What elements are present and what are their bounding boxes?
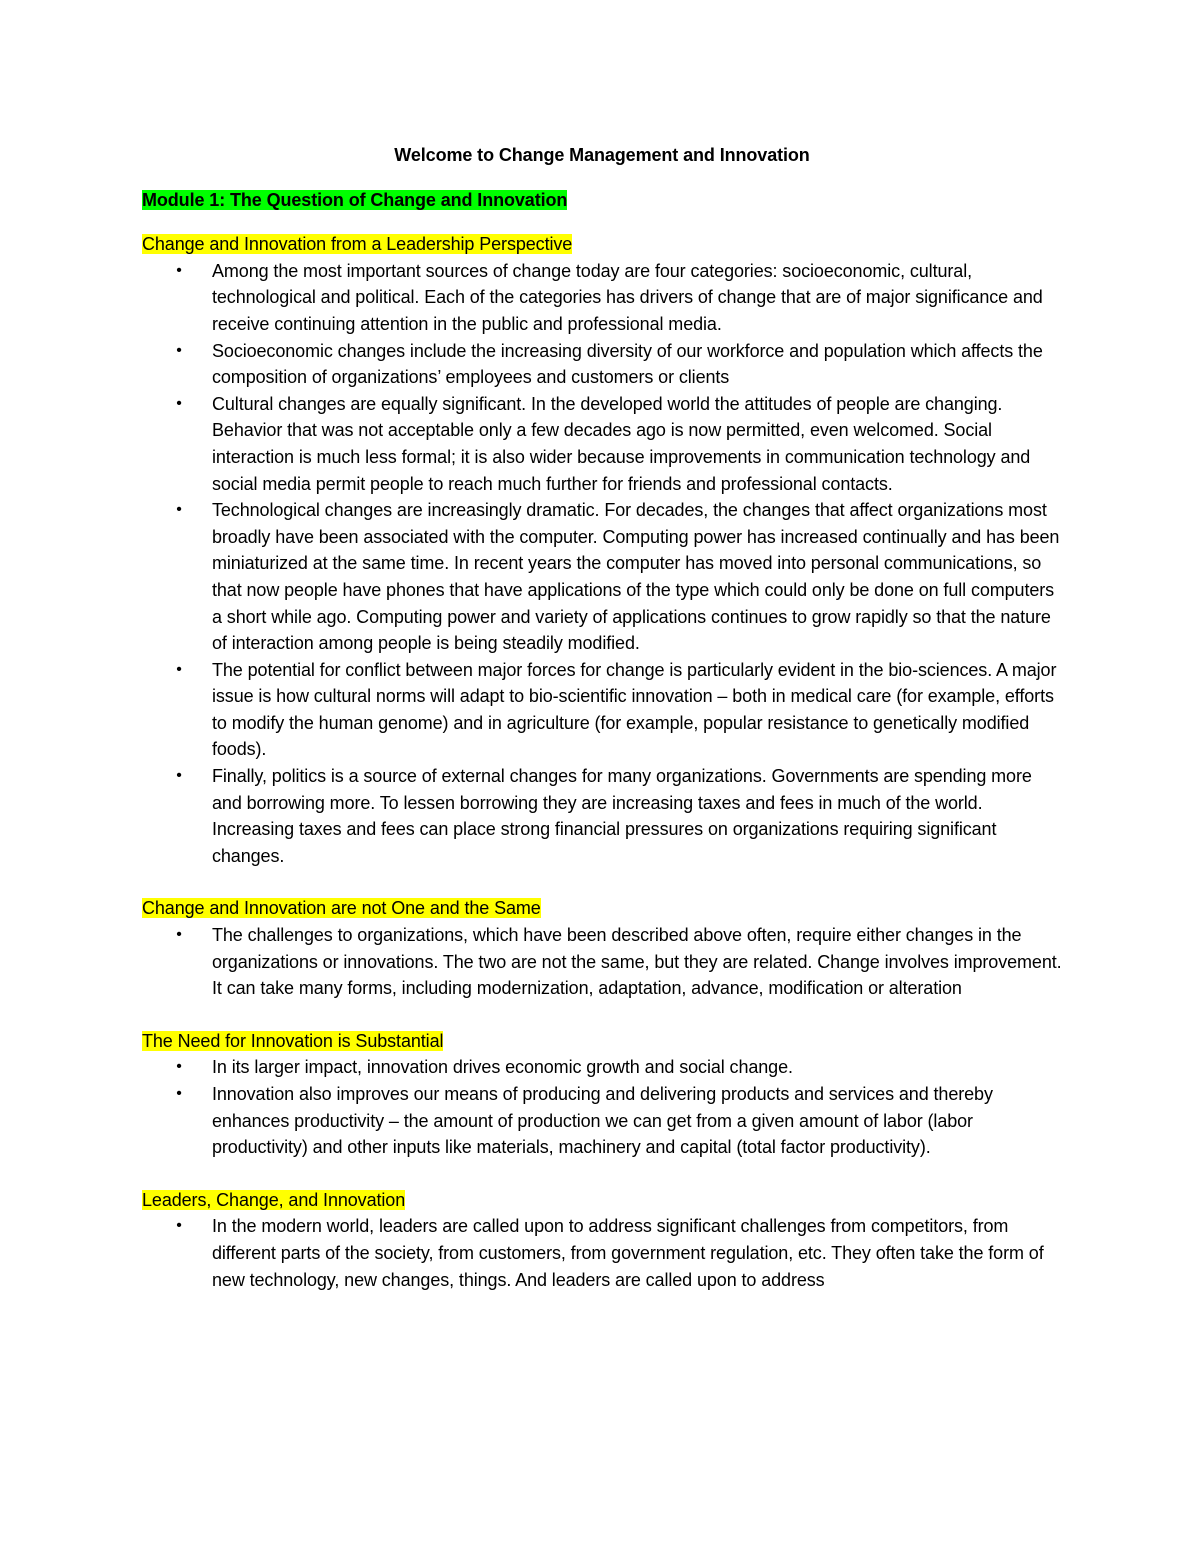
list-item-text: The potential for conflict between major forces for change is particularly evident in the bio-sciences. A major issue is how cultural norms will adapt to bio-scientific innovation – both in medical care (for example, efforts to modify the human genome) and in agriculture (for example, popular resistance to genetically modified foods).	[212, 659, 1057, 760]
list-item-text: Finally, politics is a source of external changes for many organizations. Governments are spending more and borrowing more. To lessen borrowing they are increasing taxes and fees in much of the world. Increasing taxes and fees can place strong financial pressures on organizations requiring significant changes.	[212, 766, 1032, 866]
bullet-list	[142, 1213, 1062, 1293]
section-heading	[142, 231, 1062, 258]
list-item	[142, 657, 1062, 763]
bullet-icon: •	[176, 1085, 182, 1102]
section-heading-text: Change and Innovation from a Leadership Perspective	[142, 234, 573, 255]
document-page	[142, 142, 1062, 1319]
list-item	[142, 497, 1062, 657]
list-item-text: Socioeconomic changes include the increasing diversity of our workforce and population which affects the composition of organizations’ employees and customers or clients	[212, 340, 1043, 388]
bullet-icon: •	[176, 341, 182, 359]
section-heading	[142, 895, 1062, 922]
bullet-icon: •	[176, 501, 182, 519]
bullet-icon: •	[176, 394, 182, 412]
list-item	[142, 1213, 1062, 1293]
document-title: Welcome to Change Management and Innovation	[394, 145, 810, 165]
bullet-icon: •	[176, 1058, 182, 1076]
list-item-text: Innovation also improves our means of producing and delivering products and services and thereby enhances productivity – the amount of production we can get from a given amount of labor (labor productivity) and other inputs like materials, machinery and capital (total factor productivity).	[212, 1084, 993, 1158]
list-item-text: Among the most important sources of change today are four categories: socioeconomic, cultural, technological and political. Each of the categories has drivers of change that are of major significance and receive continuing attention in the public and professional media.	[212, 260, 1043, 334]
list-item	[142, 258, 1062, 338]
bullet-list	[142, 1054, 1062, 1160]
list-item	[142, 391, 1062, 497]
section-leaders-change-innovation	[142, 1187, 1062, 1293]
list-item-text: The challenges to organizations, which have been described above often, require either changes in the organizations or innovations. The two are not the same, but they are related. Change involves improvement. It can take many forms, including modernization, adaptation, advance, modification or alteration	[212, 925, 1062, 999]
section-leadership-perspective	[142, 231, 1062, 869]
list-item	[142, 1081, 1062, 1161]
bullet-icon: •	[176, 926, 182, 944]
section-heading-text: Change and Innovation are not One and the Same	[142, 898, 541, 919]
list-item-text: Technological changes are increasingly dramatic. For decades, the changes that affect organizations most broadly have been associated with the computer. Computing power has increased continually and has been miniaturized at the same time. In recent years the computer has moved into personal communications, so that now people have phones that have applications of the type which could only be done on full computers a short while ago. Computing power and variety of applications continues to grow rapidly so that the nature of interaction among people is being steadily modified.	[212, 500, 1060, 654]
module-heading-text: Module 1: The Question of Change and Innovation	[142, 189, 568, 210]
bullet-icon: •	[176, 261, 182, 279]
bullet-list	[142, 922, 1062, 1002]
section-not-one-and-same	[142, 895, 1062, 1001]
bullet-icon: •	[176, 1217, 182, 1235]
list-item	[142, 1054, 1062, 1081]
bullet-icon: •	[176, 660, 182, 678]
list-item	[142, 763, 1062, 869]
section-heading-text: The Need for Innovation is Substantial	[142, 1030, 444, 1051]
section-heading-text: Leaders, Change, and Innovation	[142, 1189, 406, 1210]
list-item-text: Cultural changes are equally significant. In the developed world the attitudes of people are changing. Behavior that was not acceptable only a few decades ago is now permitted, even welcomed. Social interaction is much less formal; it is also wider because improvements in communication technology and social media permit people to reach much further for friends and professional contacts.	[212, 393, 1031, 494]
section-heading	[142, 1187, 1062, 1214]
bullet-icon: •	[176, 767, 182, 785]
list-item	[142, 922, 1062, 1002]
list-item-text: In the modern world, leaders are called upon to address significant challenges from competitors, from different parts of the society, from customers, from government regulation, etc. They often take the form of new technology, new changes, things. And leaders are called upon to address	[212, 1216, 1044, 1290]
section-need-for-innovation	[142, 1028, 1062, 1161]
module-heading	[142, 187, 1062, 214]
list-item-text: In its larger impact, innovation drives economic growth and social change.	[212, 1057, 793, 1078]
bullet-list	[142, 258, 1062, 870]
list-item	[142, 338, 1062, 391]
section-heading	[142, 1028, 1062, 1055]
